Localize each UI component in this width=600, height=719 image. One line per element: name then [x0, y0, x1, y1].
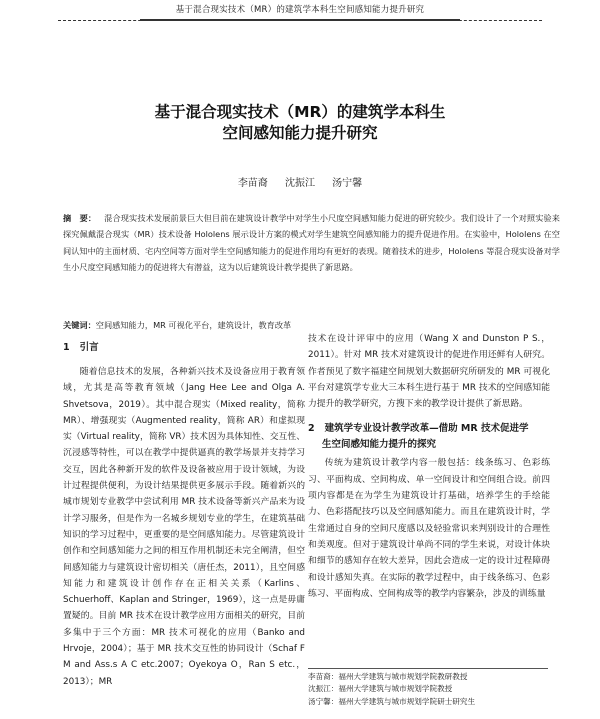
- section-2-paragraph: 传统为建筑设计教学内容一般包括：线条练习、色彩练习、平面构成、空间构成、单一空间设计和空间组合设。前四项内容都是在为学生为建筑设计打基础，培养学生的手绘能力、色彩搭配技巧以及空间感知能力。而且在建筑设计时，学生常通过自身的空间尺度感以及轻验常识来判别设计的合理性和美观度。但对于建筑设计单尚不同的学生来说，对设计体块和细节的感知存在较大差异，因此会造成一定的设计过程障碍和设计感知失真。在实际的教学过程中，由于线条练习、色彩练习、平面构成、空间构成等的教学内容繁杂，涉及的训练量: [308, 458, 550, 599]
- footnote: 李苗裔：福州大学建筑与城市规划学院教研教授: [308, 672, 468, 681]
- left-column: [63, 330, 305, 690]
- header-rule-thick: [140, 19, 460, 21]
- keywords-text: 空间感知能力，MR 可视化平台，建筑设计，教育改革: [95, 320, 292, 330]
- footnotes: [308, 671, 558, 708]
- section-2-heading: [308, 421, 550, 453]
- section-2-title-line-1: 建筑学专业设计教学改革—借助 MR 技术促进学: [324, 423, 529, 435]
- abstract-label: 摘 要：: [63, 213, 97, 223]
- abstract-text: 混合现实技术发展前景巨大但目前在建筑设计教学中对学生小尺度空间感知能力促进的研究较少。我们设计了一个对照实验来探究佩戴混合现实（MR）技术设备 Hololens 展示设计方案的模式对学生建筑空间感知能力的提升促进作用。在实验中，Hololens 在空间认知中的主面材质、宅内空间等方面对学生空间感知能力的促进作用均有更好的表现。随着技术的进步，Hololens 等混合现实设备对学生小尺度空间感知能力的促进将大有潜益，这为以后建筑设计教学提供了新思路。: [63, 213, 560, 273]
- section-1-heading: [63, 340, 305, 356]
- abstract: [63, 210, 560, 276]
- keywords-label: 关键词：: [63, 320, 96, 330]
- running-header: 基于混合现实技术（MR）的建筑学本科生空间感知能力提升研究: [175, 5, 425, 15]
- authors: 李苗裔 沈振江 汤宁馨: [237, 178, 363, 189]
- section-1-title: 引言: [79, 342, 99, 353]
- footnote: 沈振江：福州大学建筑与城市规划学院教授: [308, 684, 453, 694]
- paper-title: [60, 102, 540, 144]
- title-line-2: 空间感知能力提升研究: [222, 124, 378, 142]
- footnote-rule: [308, 668, 548, 669]
- section-2-title-line-2: 生空间感知能力提升的探究: [322, 439, 437, 451]
- section-1-number: 1: [63, 342, 70, 353]
- section-2-number: 2: [308, 423, 315, 435]
- right-column-paragraph: 技术在设计评审中的应用（Wang X and Dunston P S.，2011）。针对 MR 技术对建筑设计的促进作用还鲜有人研究。作者预见了数字福建空间规划大数据研究所研发的 MR 可视化平台对建筑学专业大三本科生进行基于 MR 技术的空间感知能力提升的教学研究，方搜下来的教学设计提供了新思路。: [308, 334, 550, 410]
- right-column: [308, 331, 550, 602]
- footnote: 汤宁馨：福州大学建筑与城市规划学院研士研究生: [308, 696, 476, 706]
- title-line-1: 基于混合现实技术（MR）的建筑学本科生: [154, 103, 446, 121]
- section-1-paragraph: 随着信息技术的发展，各种新兴技术及设备应用于教育领域，尤其是高等教育领域（Jang Hee Lee and Olga A. Shvetsova，2019）。其中混合现实（Mixed reality，简称 MR）、增强现实（Augmented reality，简称 AR）和虚拟现实（Virtual reality，简称 VR）技术因为具体知性、交互性、沉浸感等特性，可以在教学中提供逼真的教学场景并支持学习交互，因此各种新开发的软件及设备被应用于设计领域，为设计过程提供便利，为设计结果提供更多展示手段。随着新兴的城市规划专业教学中尝试利用 MR 技术设备等新兴产品来为设计学习服务，但是作为一名城乡规划专业的学生，在建筑基础知识的学习过程中，更重要的是空间感知能力。尽管建筑设计创作和空间感知能力之间的相互作用机制还未完全阐清，但空间感知能力与建筑设计密切相关（唐任杰，2011），且空间感知能力和建筑设计创作存在正相关关系（Karlins、Schuerhoff、Kaplan and Stringer，1969），这一点是毋庸置疑的。目前 MR 技术在设计教学应用方面相关的研究，目前多集中于三个方面：MR 技术可视化的应用（Banko and Hrvoje，2004）；基于 MR 技术交互性的协同设计（Schaf F M and Ass.s A C etc.2007；Oyekoya O，Ran S etc.，2013）；MR: [63, 367, 305, 687]
